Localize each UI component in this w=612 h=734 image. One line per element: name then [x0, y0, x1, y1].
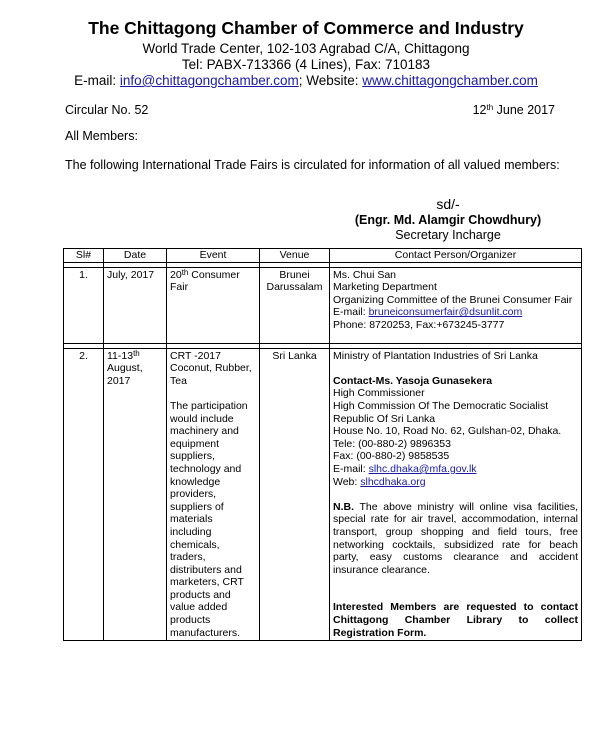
row2-nb-label: N.B. — [333, 500, 354, 513]
row1-email-link[interactable]: bruneiconsumerfair@dsunlit.com — [368, 306, 523, 319]
circular-number: Circular No. 52 — [65, 103, 149, 117]
row2-contact-heading: Contact-Ms. Yasoja Gunasekera — [333, 374, 493, 387]
row2-date-rest: August, 2017 — [107, 362, 143, 387]
row2-event-desc: The participation would include machinery and equipment suppliers, technology and knowledge providers, suppliers of materials including chemicals, traders, distributers and marketers, CRT products and value added products manufacturers. — [170, 399, 248, 639]
circular-date-suffix: th — [486, 103, 494, 112]
org-email-link[interactable]: info@chittagongchamber.com — [119, 73, 299, 88]
row1-event-rest: Consumer Fair — [170, 268, 240, 294]
row2-sl: 2. — [64, 348, 104, 641]
row1-date: July, 2017 — [104, 267, 167, 343]
row2-nb-text: The above ministry will online visa facilities, special rate for air travel, accommodation, internal transport, group shopping and field tours, free networking cocktails, subsidized rate for beach party, easy customs clearance and accident insurance clearance. — [333, 500, 578, 576]
row2-interested: Interested Members are requested to contact Chittagong Chamber Library to collect Registration Form. — [333, 601, 578, 639]
website-label: ; Website: — [298, 73, 363, 88]
org-address: World Trade Center, 102-103 Agrabad C/A, Chittagong — [142, 41, 470, 56]
table-row — [64, 348, 582, 641]
row2-date-num: 11-13 — [107, 349, 134, 362]
trade-fairs-table — [63, 248, 582, 641]
row1-phone: Phone: 8720253, Fax:+673245-3777 — [333, 318, 505, 331]
signature-sd: sd/- — [436, 196, 460, 212]
signatory-title: Secretary Incharge — [395, 228, 501, 242]
row1-sl: 1. — [64, 267, 104, 343]
row2-venue: Sri Lanka — [260, 348, 330, 641]
row2-commission: High Commission Of The Democratic Socialist Republic Of Sri Lanka — [333, 399, 549, 425]
signatory-name: (Engr. Md. Alamgir Chowdhury) — [354, 213, 542, 227]
row2-web-line — [333, 476, 578, 489]
row2-address: House No. 10, Road No. 62, Gulshan-02, Dhaka. — [333, 425, 562, 438]
org-phone: Tel: PABX-713366 (4 Lines), Fax: 710183 — [181, 57, 431, 72]
row1-contact-name: Ms. Chui San — [333, 268, 397, 281]
row1-event-num: 20 — [170, 268, 182, 281]
row2-contact-title: High Commissioner — [333, 387, 425, 400]
row2-web-link[interactable]: slhcdhaka.org — [360, 475, 426, 488]
row2-email-label: E-mail: — [333, 462, 369, 475]
row1-email-label: E-mail: — [333, 306, 369, 319]
row2-ministry: Ministry of Plantation Industries of Sri Lanka — [333, 349, 538, 362]
row2-contact — [330, 348, 582, 641]
row2-email-link[interactable]: slhc.dhaka@mfa.gov.lk — [368, 462, 477, 475]
row2-email-line — [333, 463, 578, 476]
circular-date-day: 12 — [472, 103, 487, 117]
table-row — [64, 267, 582, 343]
row2-event — [167, 348, 260, 641]
circular-date-rest: June 2017 — [493, 103, 555, 117]
row1-contact-org: Organizing Committee of the Brunei Consumer Fair — [333, 293, 573, 306]
org-website-link[interactable]: www.chittagongchamber.com — [362, 73, 538, 88]
row2-fax: Fax: (00-880-2) 9858535 — [333, 450, 450, 463]
org-name: The Chittagong Chamber of Commerce and Industry — [88, 18, 524, 38]
row2-date-suffix: th — [133, 348, 140, 358]
header-sl: Sl# — [64, 249, 104, 263]
salutation: All Members: — [65, 129, 138, 143]
header-venue: Venue — [260, 249, 330, 263]
row2-date — [104, 348, 167, 641]
row1-contact-dept: Marketing Department — [333, 281, 437, 294]
email-label: E-mail: — [74, 73, 120, 88]
row1-contact — [330, 267, 582, 343]
row2-web-label: Web: — [333, 475, 361, 488]
row1-venue: Brunei Darussalam — [260, 267, 330, 343]
row1-email-line — [333, 306, 578, 319]
row2-tele: Tele: (00-880-2) 9896353 — [333, 437, 451, 450]
header-event: Event — [167, 249, 260, 263]
row1-event — [167, 267, 260, 343]
row2-event-title: CRT -2017 Coconut, Rubber, Tea — [170, 349, 252, 387]
header-contact: Contact Person/Organizer — [330, 249, 582, 263]
row2-nb — [333, 501, 578, 577]
header-date: Date — [104, 249, 167, 263]
intro-text: The following International Trade Fairs is circulated for information of all valued members: — [65, 158, 560, 172]
org-contact-line — [0, 72, 612, 89]
circular-date — [473, 102, 555, 118]
row1-event-suffix: th — [181, 267, 189, 277]
table-header-row — [64, 249, 582, 263]
